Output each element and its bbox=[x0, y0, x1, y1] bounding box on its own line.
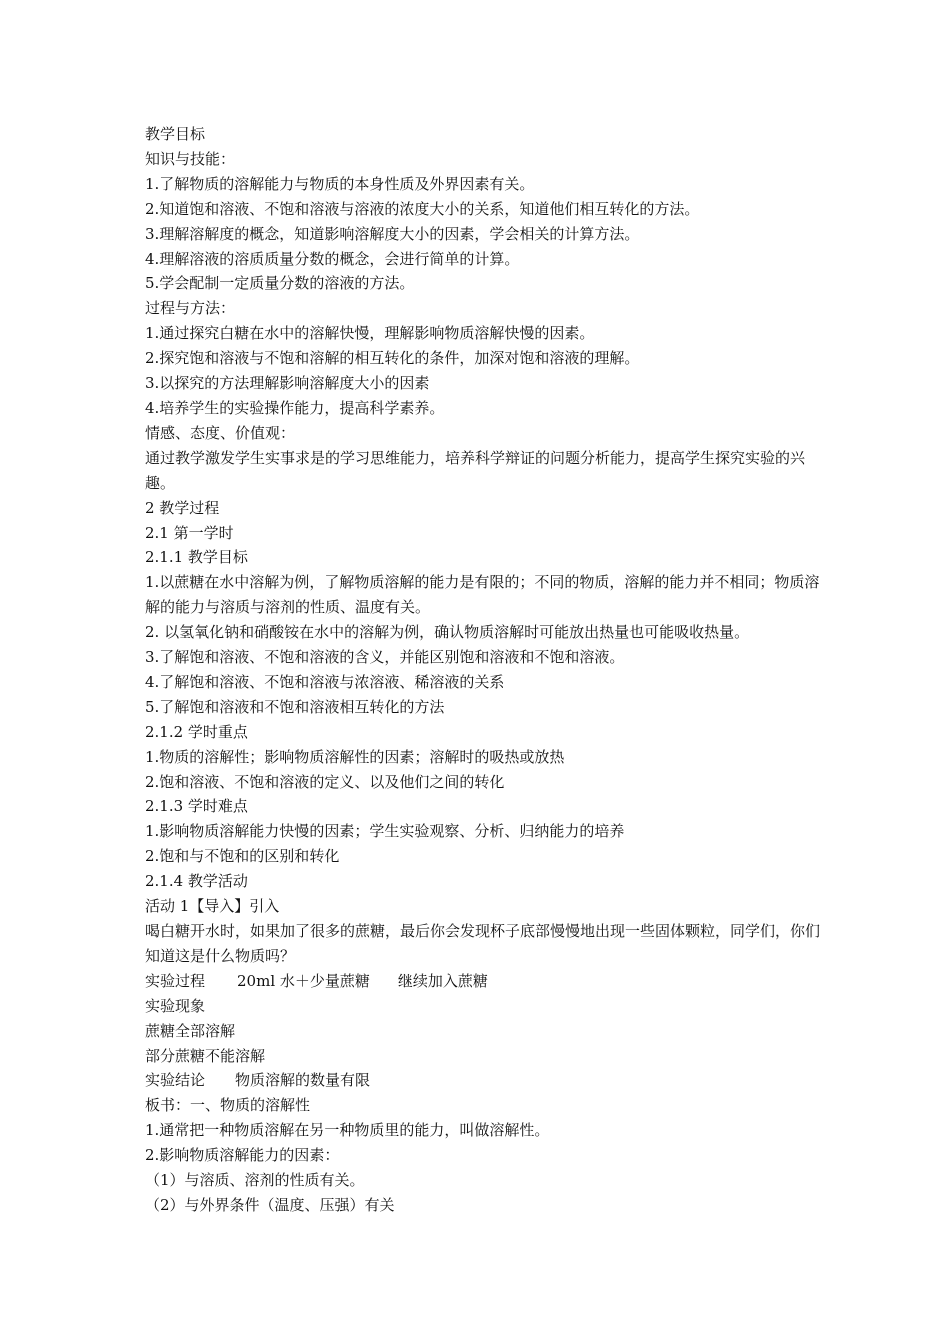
activity-intro: 喝白糖开水时，如果加了很多的蔗糖，最后你会发现杯子底部慢慢地出现一些固体颗粒，同学们，你们知道这是什么物质吗？ bbox=[145, 922, 821, 965]
difficulty-item: 1.影响物质溶解能力快慢的因素；学生实验观察、分析、归纳能力的培养 bbox=[145, 822, 625, 841]
experiment-phenomenon: 蔗糖全部溶解 bbox=[145, 1021, 236, 1040]
section-title: 教学目标 bbox=[145, 125, 206, 143]
goal-item: 4.了解饱和溶液、不饱和溶液与浓溶液、稀溶液的关系 bbox=[145, 672, 505, 691]
difficulty-item: 2.饱和与不饱和的区别和转化 bbox=[145, 847, 340, 866]
activity-title: 活动 1【导入】引入 bbox=[145, 897, 280, 916]
board-item: 2.影响物质溶解能力的因素： bbox=[145, 1146, 340, 1165]
knowledge-item: 3.理解溶解度的概念，知道影响溶解度大小的因素，学会相关的计算方法。 bbox=[145, 224, 640, 243]
board-item: （2）与外界条件（温度、压强）有关 bbox=[145, 1195, 395, 1214]
experiment-phenomenon: 部分蔗糖不能溶解 bbox=[145, 1046, 266, 1065]
knowledge-item: 2.知道饱和溶液、不饱和溶液与溶液的浓度大小的关系，知道他们相互转化的方法。 bbox=[145, 199, 700, 218]
process-item: 4.培养学生的实验操作能力，提高科学素养。 bbox=[145, 398, 445, 417]
emotion-heading: 情感、态度、价值观： bbox=[145, 423, 296, 442]
goal-item: 2. 以氢氧化钠和硝酸铵在水中的溶解为例，确认物质溶解时可能放出热量也可能吸收热量。 bbox=[145, 623, 750, 642]
experiment-conclusion: 物质溶解的数量有限 bbox=[235, 1071, 371, 1090]
process-item: 2.探究饱和溶液与不饱和溶解的相互转化的条件，加深对饱和溶液的理解。 bbox=[145, 349, 640, 368]
experiment-process-label: 实验过程 bbox=[145, 971, 206, 990]
knowledge-heading: 知识与技能： bbox=[145, 149, 236, 168]
board-item: （1）与溶质、溶剂的性质有关。 bbox=[145, 1171, 365, 1190]
emotion-text: 通过教学激发学生实事求是的学习思维能力，培养科学辩证的问题分析能力，提高学生探究实验的兴趣。 bbox=[145, 448, 806, 492]
goal-item: 3.了解饱和溶液、不饱和溶液的含义，并能区别饱和溶液和不饱和溶液。 bbox=[145, 648, 625, 667]
activities-heading: 2.1.4 教学活动 bbox=[145, 872, 248, 891]
process-item: 1.通过探究白糖在水中的溶解快慢，理解影响物质溶解快慢的因素。 bbox=[145, 324, 595, 343]
knowledge-item: 1.了解物质的溶解能力与物质的本身性质及外界因素有关。 bbox=[145, 174, 535, 193]
experiment-conclusion-label: 实验结论 bbox=[145, 1071, 206, 1090]
experiment-process-step: 继续加入蔗糖 bbox=[397, 971, 488, 990]
board-heading: 板书：一、物质的溶解性 bbox=[145, 1096, 311, 1115]
experiment-conclusion-row bbox=[145, 1068, 822, 1093]
process-item: 3.以探究的方法理解影响溶解度大小的因素 bbox=[145, 374, 430, 393]
knowledge-item: 5.学会配制一定质量分数的溶液的方法。 bbox=[145, 274, 415, 293]
experiment-process-step: 20ml 水＋少量蔗糖 bbox=[237, 971, 370, 990]
experiment-phenomenon-label: 实验现象 bbox=[145, 996, 206, 1015]
lesson-heading: 2.1 第一学时 bbox=[145, 523, 234, 542]
difficulties-heading: 2.1.3 学时难点 bbox=[145, 797, 248, 816]
key-point-item: 2.饱和溶液、不饱和溶液的定义、以及他们之间的转化 bbox=[145, 772, 505, 791]
process-heading: 过程与方法： bbox=[145, 299, 236, 318]
teaching-process-heading: 2 教学过程 bbox=[145, 498, 220, 517]
key-point-item: 1.物质的溶解性；影响物质溶解性的因素；溶解时的吸热或放热 bbox=[145, 747, 565, 766]
goal-item: 5.了解饱和溶液和不饱和溶液相互转化的方法 bbox=[145, 697, 445, 716]
experiment-process-row bbox=[145, 969, 822, 994]
goals-heading: 2.1.1 教学目标 bbox=[145, 548, 248, 567]
goal-item: 1.以蔗糖在水中溶解为例，了解物质溶解的能力是有限的；不同的物质，溶解的能力并不相同；物质溶解的能力与溶质与溶剂的性质、温度有关。 bbox=[145, 573, 820, 617]
knowledge-item: 4.理解溶液的溶质质量分数的概念，会进行简单的计算。 bbox=[145, 249, 520, 268]
key-points-heading: 2.1.2 学时重点 bbox=[145, 722, 248, 741]
board-item: 1.通常把一种物质溶解在另一种物质里的能力，叫做溶解性。 bbox=[145, 1121, 550, 1140]
